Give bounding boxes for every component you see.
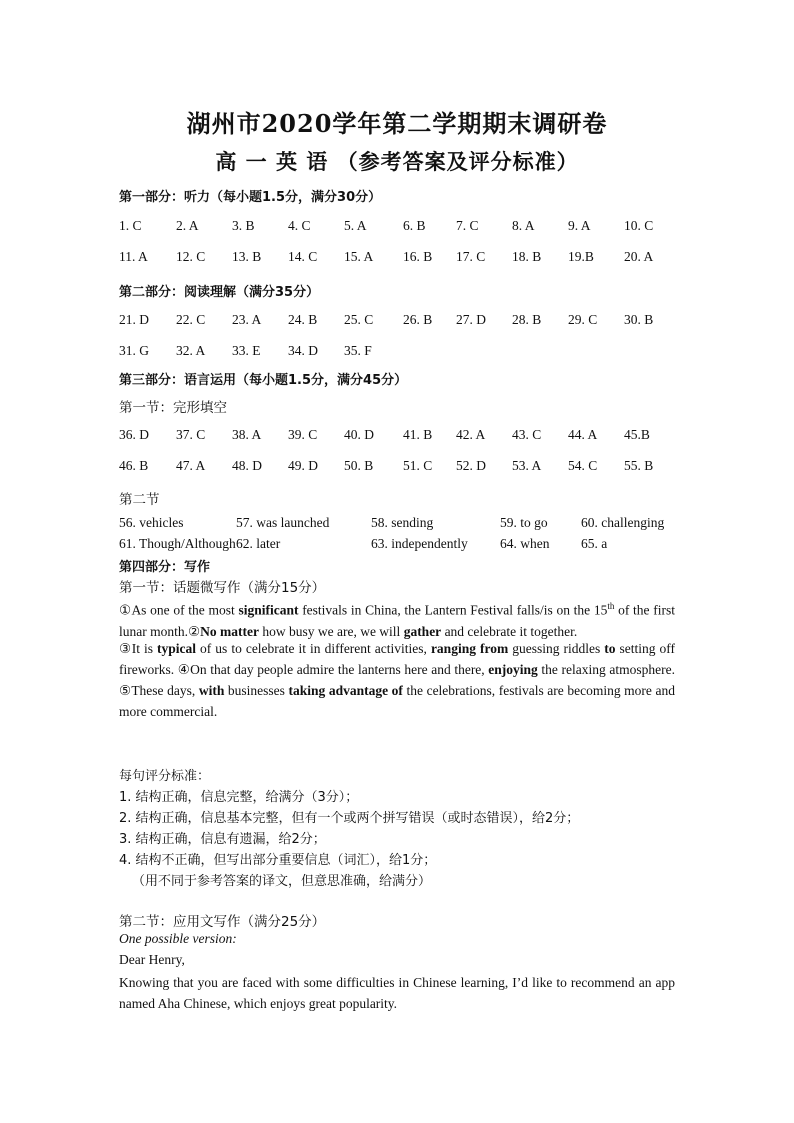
part3-section1: 第一节：完形填空: [119, 400, 227, 416]
answer-cell: 53. A: [512, 458, 542, 473]
answer-cell: 22. C: [176, 312, 206, 327]
letter-body: Knowing that you are faced with some difficulties in Chinese learning, I’d like to recommend an app named Aha Chinese, which enjoys great popularity.: [119, 975, 675, 1011]
answer-cell: 3. B: [232, 218, 255, 233]
criteria-heading: 每句评分标准：: [119, 769, 211, 784]
criteria-item-2: 2. 结构正确，信息基本完整，但有一个或两个拼写错误（或时态错误），给2分；: [119, 811, 580, 826]
answer-cell: 9. A: [568, 218, 591, 233]
part3-heading: 第三部分：语言运用（每小题1.5分，满分45分）: [119, 373, 408, 388]
answer-cell: 24. B: [288, 312, 318, 327]
answer-cell: 35. F: [344, 343, 372, 358]
answer-cell: 41. B: [403, 427, 433, 442]
answer-cell: 36. D: [119, 427, 149, 442]
answer-cell: 51. C: [403, 458, 433, 473]
criteria-item-1: 1. 结构正确，信息完整，给满分（3分）；: [119, 790, 359, 805]
answer-cell: 5. A: [344, 218, 367, 233]
answer-cell: 25. C: [344, 312, 374, 327]
part4-section1: 第一节：话题微写作（满分15分）: [119, 580, 326, 596]
answer-cell: 46. B: [119, 458, 149, 473]
fill-answer: 64. when: [500, 536, 550, 551]
fill-answer: 65. a: [581, 536, 608, 551]
fill-answer: 58. sending: [371, 515, 434, 530]
part2-heading: 第二部分：阅读理解（满分35分）: [119, 285, 320, 300]
answer-cell: 45.B: [624, 427, 650, 442]
s3-num: ③: [119, 641, 132, 656]
answer-cell: 15. A: [344, 249, 374, 264]
answer-cell: 8. A: [512, 218, 535, 233]
doc-title: 湖州市2020学年第二学期期末调研卷: [186, 109, 608, 138]
answer-cell: 16. B: [403, 249, 433, 264]
fill-answer: 56. vehicles: [119, 515, 184, 530]
answer-cell: 50. B: [344, 458, 374, 473]
answer-cell: 47. A: [176, 458, 206, 473]
answer-cell: 52. D: [456, 458, 486, 473]
answer-cell: 17. C: [456, 249, 486, 264]
writing-para-2: ③It is typical of us to celebrate it in different activities, ranging from guessing riddles to setting off fireworks. ④On that day people admire the lanterns here and there, enjoying the relaxing atmosphere. ⑤These days, with businesses taking advantage of the celebrations, festivals are becoming more and more commercial.: [119, 641, 676, 719]
answer-cell: 12. C: [176, 249, 206, 264]
answer-cell: 11. A: [119, 249, 148, 264]
answer-cell: 6. B: [403, 218, 426, 233]
answer-cell: 13. B: [232, 249, 262, 264]
answer-cell: 27. D: [456, 312, 486, 327]
answer-cell: 20. A: [624, 249, 654, 264]
answer-cell: 19.B: [568, 249, 594, 264]
answer-cell: 7. C: [456, 218, 479, 233]
s2-num: ②: [188, 623, 201, 639]
criteria-item-3: 3. 结构正确，信息有遗漏，给2分；: [119, 832, 326, 847]
criteria-note: （用不同于参考答案的译文，但意思准确，给满分）: [132, 874, 432, 889]
answer-cell: 42. A: [456, 427, 486, 442]
section2-heading: 第二节：应用文写作（满分25分）: [119, 914, 326, 930]
answer-cell: 23. A: [232, 312, 262, 327]
fill-answer: 63. independently: [371, 536, 468, 551]
doc-subtitle: 高 一 英 语 （参考答案及评分标准）: [215, 149, 579, 174]
fill-answer: 62. later: [236, 536, 281, 551]
version-label: One possible version:: [119, 931, 237, 946]
answer-cell: 14. C: [288, 249, 318, 264]
s4-num: ④: [177, 662, 191, 677]
answer-cell: 40. D: [344, 427, 374, 442]
answer-cell: 32. A: [176, 343, 206, 358]
answer-cell: 44. A: [568, 427, 598, 442]
part3-section2: 第二节: [119, 492, 160, 508]
answer-cell: 39. C: [288, 427, 318, 442]
answer-cell: 49. D: [288, 458, 318, 473]
fill-answer: 60. challenging: [581, 515, 665, 530]
part1-heading: 第一部分：听力（每小题1.5分，满分30分）: [119, 190, 382, 205]
letter-greeting: Dear Henry,: [119, 952, 185, 967]
s1-num: ①: [119, 602, 132, 618]
answer-cell: 29. C: [568, 312, 598, 327]
answer-cell: 37. C: [176, 427, 206, 442]
part4-heading: 第四部分：写作: [119, 560, 211, 575]
answer-cell: 26. B: [403, 312, 433, 327]
fill-answer: 57. was launched: [236, 515, 330, 530]
answer-cell: 43. C: [512, 427, 542, 442]
writing-para-1: ①As one of the most significant festivals in China, the Lantern Festival falls/is on the 15th of the first lunar month.②No matter how busy we are, we will gather and celebrate it together.: [119, 601, 675, 639]
answer-cell: 34. D: [288, 343, 318, 358]
answer-cell: 54. C: [568, 458, 598, 473]
answer-cell: 21. D: [119, 312, 149, 327]
answer-cell: 2. A: [176, 218, 199, 233]
answer-cell: 33. E: [232, 343, 261, 358]
answer-cell: 48. D: [232, 458, 262, 473]
answer-cell: 1. C: [119, 218, 142, 233]
s5-num: ⑤: [119, 683, 132, 698]
fill-answer: 61. Though/Although: [119, 536, 236, 551]
answer-cell: 31. G: [119, 343, 149, 358]
answer-cell: 18. B: [512, 249, 542, 264]
answer-cell: 10. C: [624, 218, 654, 233]
answer-cell: 28. B: [512, 312, 542, 327]
answer-cell: 30. B: [624, 312, 654, 327]
answer-cell: 55. B: [624, 458, 654, 473]
fill-answer: 59. to go: [500, 515, 548, 530]
answer-cell: 4. C: [288, 218, 311, 233]
answer-cell: 38. A: [232, 427, 262, 442]
criteria-item-4: 4. 结构不正确，但写出部分重要信息（词汇），给1分；: [119, 853, 437, 868]
